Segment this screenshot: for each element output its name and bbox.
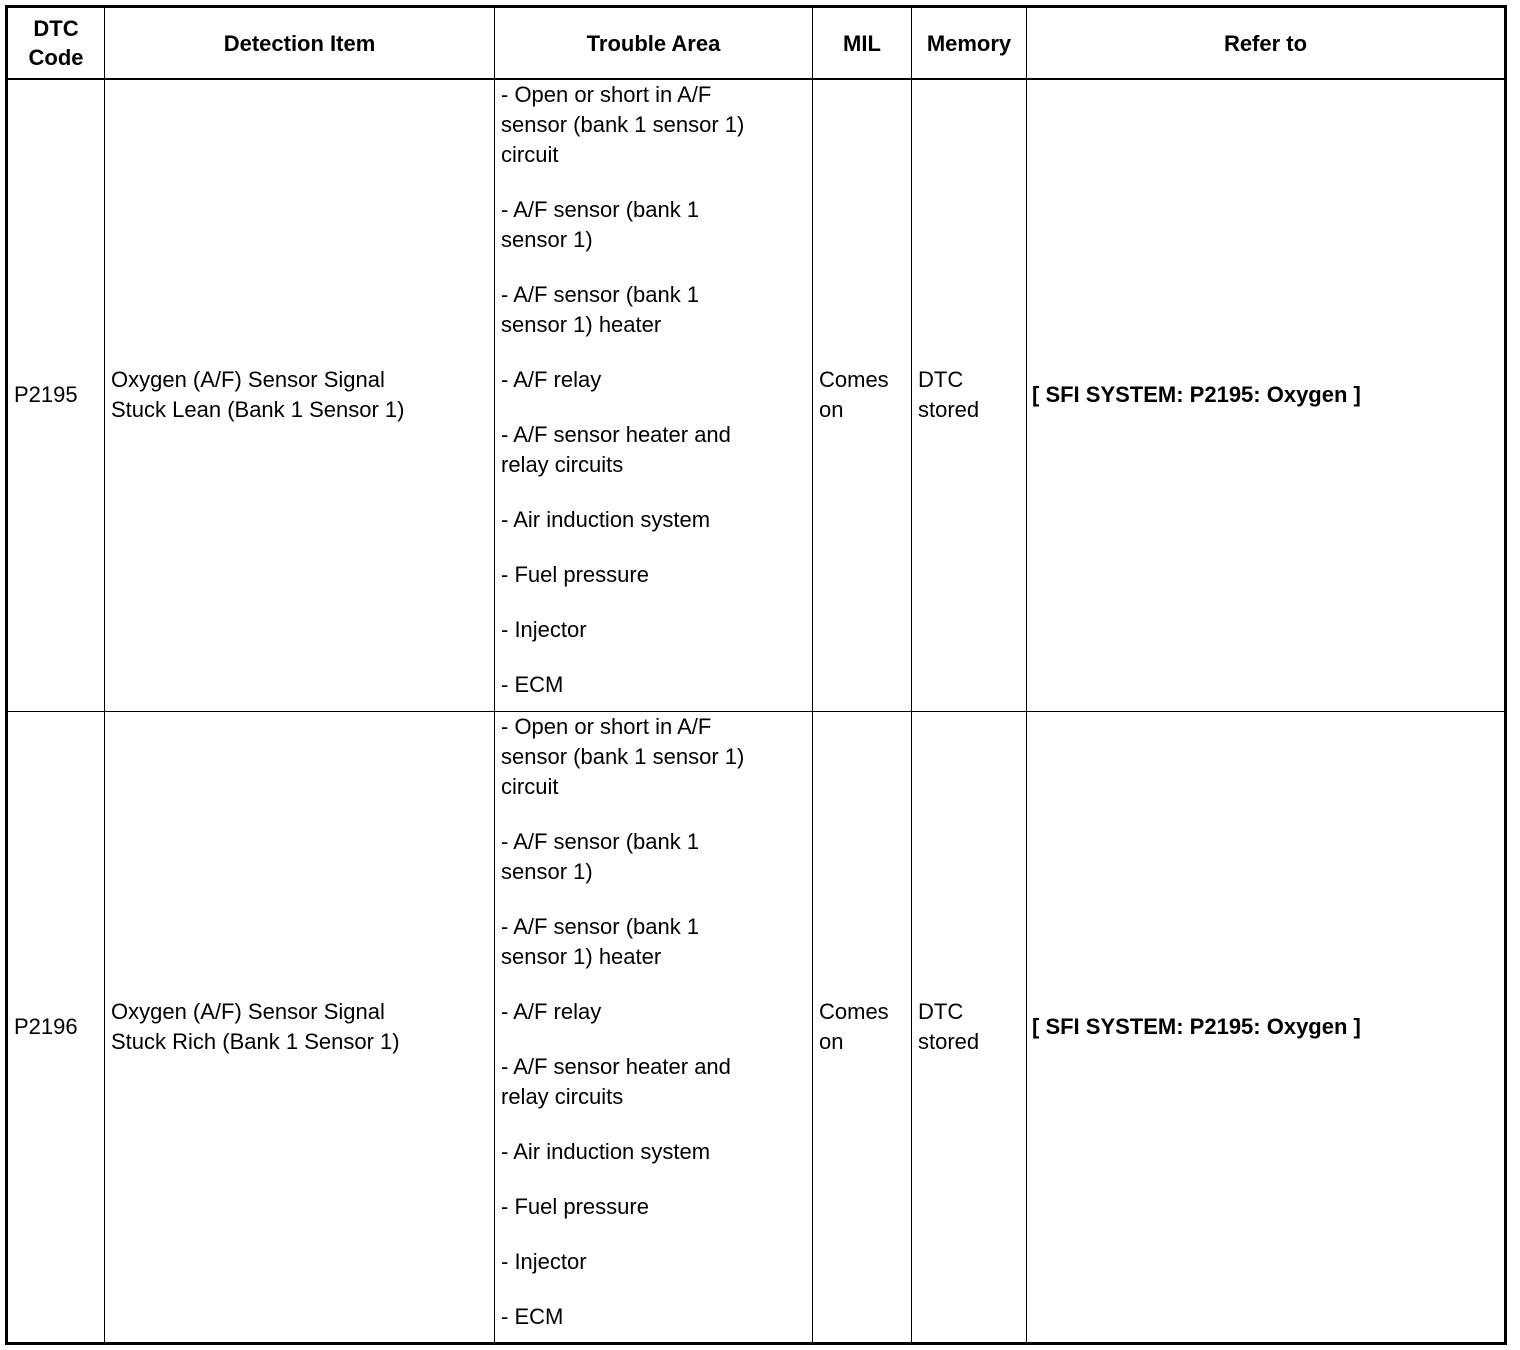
trouble-area-line: - Fuel pressure [501,1193,649,1219]
detection-item-line: Stuck Rich (Bank 1 Sensor 1) [111,1028,400,1054]
trouble-area-item [501,912,806,972]
trouble-area-line: - Open or short in A/F [501,82,712,107]
header-detection-item: Detection Item [105,7,495,80]
header-dtc-code-line: DTC [33,16,79,41]
trouble-area-item [501,1137,806,1167]
trouble-area-line: - Injector [501,617,587,642]
refer-to-cell: [ SFI SYSTEM: P2195: Oxygen ] [1027,711,1506,1343]
trouble-area-item [501,712,806,802]
trouble-area-line: - Air induction system [501,1138,711,1164]
trouble-area-line: - A/F sensor heater and [501,422,731,447]
mil-cell [813,711,912,1343]
trouble-area-line: - A/F relay [501,998,602,1024]
trouble-area-line: - Air induction system [501,507,711,532]
trouble-area-line: relay circuits [501,452,624,477]
header-dtc-code-line: Code [28,45,84,70]
header-memory: Memory [912,7,1027,80]
mil-line: Comes [819,367,889,393]
trouble-area-item [501,1247,806,1277]
trouble-area-line: - A/F sensor heater and [501,1053,731,1079]
table-row [7,79,1506,711]
trouble-area-item [501,670,806,700]
trouble-area-line: sensor 1) [501,227,593,252]
trouble-area-item [501,997,806,1027]
trouble-area-line: - A/F sensor (bank 1 [501,913,700,939]
table-body [7,79,1506,1343]
trouble-area-item [501,80,806,170]
trouble-area-line: - A/F relay [501,367,602,392]
table-row [7,711,1506,1343]
trouble-area-line: - ECM [501,672,564,697]
detection-item-line: Stuck Lean (Bank 1 Sensor 1) [111,397,405,423]
mil-line: on [819,1028,844,1054]
trouble-area-item [501,615,806,645]
trouble-area-line: - A/F sensor (bank 1 [501,282,700,307]
detection-item-line: Oxygen (A/F) Sensor Signal [111,998,385,1024]
trouble-area-item [501,505,806,535]
trouble-area-line: sensor 1) heater [501,312,662,337]
detection-item-cell [105,711,495,1343]
header-trouble-area: Trouble Area [495,7,813,80]
dtc-code-cell: P2196 [7,711,105,1343]
mil-line: on [819,397,844,423]
memory-line: DTC [918,998,964,1024]
memory-cell [912,711,1027,1343]
mil-line: Comes [819,998,889,1024]
trouble-area-item [501,1052,806,1112]
trouble-area-line: sensor (bank 1 sensor 1) [501,743,745,769]
trouble-area-line: - Fuel pressure [501,562,649,587]
trouble-area-item [501,1302,806,1332]
trouble-area-line: - ECM [501,1303,564,1329]
trouble-area-line: - A/F sensor (bank 1 [501,197,700,222]
memory-line: DTC [918,367,964,393]
trouble-area-item [501,420,806,480]
detection-item-cell [105,79,495,711]
mil-cell [813,79,912,711]
memory-cell [912,79,1027,711]
trouble-area-cell [495,79,813,711]
trouble-area-line: circuit [501,142,559,167]
trouble-area-line: sensor 1) heater [501,943,662,969]
trouble-area-item [501,365,806,395]
trouble-area-item [501,560,806,590]
trouble-area-line: relay circuits [501,1083,624,1109]
trouble-area-item [501,1192,806,1222]
header-dtc-code [7,7,105,80]
trouble-area-line: sensor (bank 1 sensor 1) [501,112,745,137]
trouble-area-item [501,827,806,887]
memory-line: stored [918,397,980,423]
dtc-table [5,5,1507,1345]
trouble-area-line: circuit [501,773,559,799]
detection-item-line: Oxygen (A/F) Sensor Signal [111,367,385,393]
trouble-area-cell [495,711,813,1343]
table-header-row [7,7,1506,80]
refer-to-cell: [ SFI SYSTEM: P2195: Oxygen ] [1027,79,1506,711]
memory-line: stored [918,1028,980,1054]
trouble-area-line: - Open or short in A/F [501,713,712,739]
trouble-area-line: - A/F sensor (bank 1 [501,828,700,854]
trouble-area-line: - Injector [501,1248,587,1274]
header-mil: MIL [813,7,912,80]
trouble-area-item [501,195,806,255]
dtc-code-cell: P2195 [7,79,105,711]
header-refer-to: Refer to [1027,7,1506,80]
trouble-area-item [501,280,806,340]
trouble-area-line: sensor 1) [501,858,593,884]
